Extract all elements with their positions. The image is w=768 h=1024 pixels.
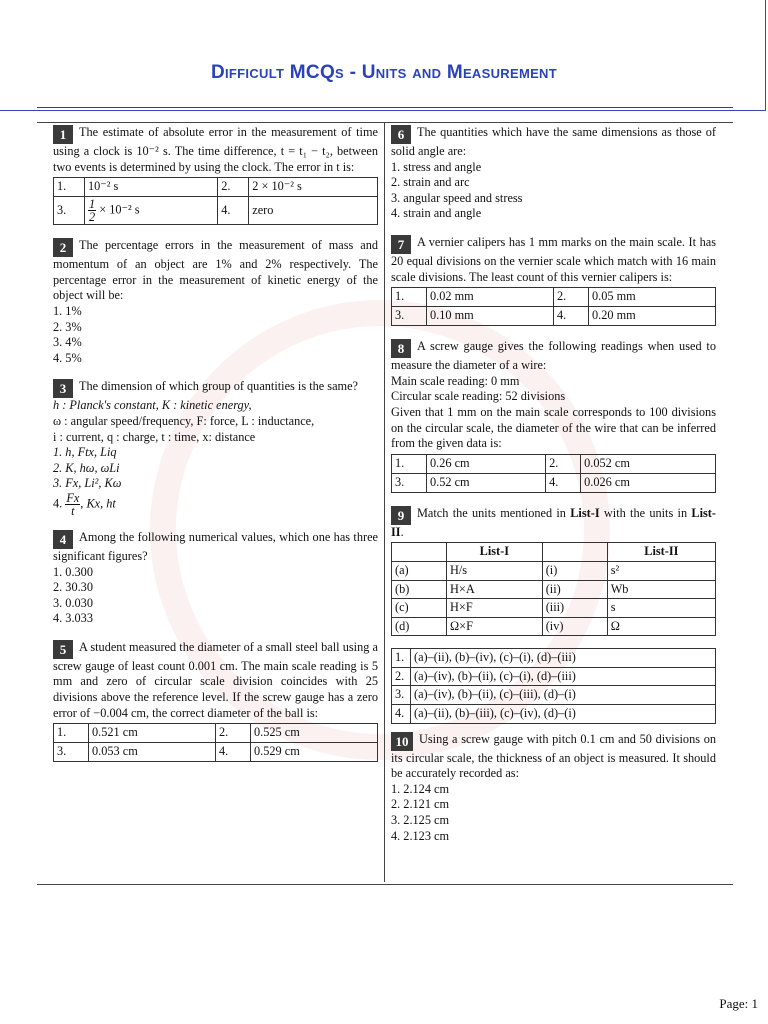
question-8 — [391, 339, 716, 493]
given-line-3: Given that 1 mm on the main scale corresponds to 100 divisions on the circular scale, the diameter of the wire that can be inferred from the given data is: — [391, 404, 716, 451]
option-4[interactable]: 4. 5% — [53, 350, 82, 365]
table-row: (d) Ω×F (iv) Ω — [392, 617, 716, 636]
question-2 — [53, 238, 378, 366]
question-text: The percentage errors in the measurement of mass and momentum of an object are 1% and 2% respectively. The percentage error in the measurement of kinetic energy of the object will be: — [53, 238, 378, 303]
question-number: 4 — [53, 530, 73, 549]
option-3[interactable]: 3. 0.030 — [53, 595, 93, 610]
question-3 — [53, 379, 378, 517]
question-number: 8 — [391, 339, 411, 358]
option-1[interactable]: (a)–(ii), (b)–(iv), (c)–(i), (d)–(iii) — [411, 649, 716, 668]
table-row: (c) H×F (iii) s — [392, 599, 716, 618]
option-2[interactable]: (a)–(iv), (b)–(ii), (c)–(i), (d)–(iii) — [411, 667, 716, 686]
option-1[interactable]: 1. 0.300 — [53, 564, 93, 579]
option-4[interactable]: (a)–(ii), (b)–(iii), (c)–(iv), (d)–(i) — [411, 705, 716, 724]
question-6 — [391, 125, 716, 222]
question-5 — [53, 640, 378, 762]
right-column — [391, 125, 716, 844]
option-2[interactable]: 2. strain and arc — [391, 175, 470, 190]
question-text: The quantities which have the same dimensions as those of solid angle are: — [391, 125, 716, 158]
option-4[interactable]: 4. strain and angle — [391, 206, 482, 221]
option-1[interactable]: 0.02 mm — [427, 288, 554, 307]
question-text: Among the following numerical values, which one has three significant figures? — [53, 529, 378, 563]
option-2[interactable]: 2. K, hω, ωLi — [53, 460, 120, 475]
question-number: 10 — [391, 732, 413, 751]
question-number: 2 — [53, 238, 73, 257]
table-row: (b) H×A (ii) Wb — [392, 580, 716, 599]
option-3[interactable]: $\frac{1}{2}$ × 10⁻² s — [85, 197, 218, 225]
page-number: Page: 1 — [719, 996, 758, 1011]
fraction: $\frac{1}{2}$ — [89, 197, 96, 225]
option-2[interactable]: 0.05 mm — [589, 288, 716, 307]
option-1[interactable]: 1. 2.124 cm — [391, 781, 450, 796]
question-text: A student measured the diameter of a small steel ball using a screw gauge of least count 0.001 cm. The main scale reading is 5 mm and zero of circular scale division coincides with 25 divisions above the reference level. If the screw gauge has a zero error of −0.004 cm, the correct diameter of the ball is: — [53, 639, 378, 720]
given-line-1: Main scale reading: 0 mm — [391, 373, 520, 388]
option-3[interactable]: 3. Fx, Li², Kω — [53, 476, 122, 491]
option-3[interactable]: 0.10 mm — [427, 307, 554, 326]
option-1[interactable]: 1. 1% — [53, 303, 82, 318]
option-2[interactable]: 0.525 cm — [251, 724, 378, 743]
question-9: 9 Match the units mentioned in List-I with the units in List-II. List-I List-II (a) H/s (i) s² (b) H×A (ii) Wb (c) H×F (iii) s (d) Ω×F (iv) Ω 1. (a)–(ii), (b)–(iv), (c)–(i), (d)–(iii) 2. (a)–(iv), (b)–(ii), (c)–(i), (d)–(iii) 3. (a)–(iv), (b)–(ii), (c)–(iii), (d)–(i) 4. (a)–(ii), (b)–(iii), (c)–(iv), (d)–(i) — [391, 506, 716, 724]
top-rule — [37, 122, 733, 123]
option-1[interactable]: 1. stress and angle — [391, 159, 482, 174]
option-1[interactable]: 0.26 cm — [427, 454, 546, 473]
list-1-header: List-I — [447, 543, 543, 562]
option-4[interactable]: zero — [249, 197, 378, 225]
question-text: The estimate of absolute error in the measurement of time using a clock is 10⁻² s. The time difference, t = t₁ − t₂, between two events is determined by using the clock. The error in t is: — [53, 125, 378, 174]
option-3[interactable]: (a)–(iv), (b)–(ii), (c)–(iii), (d)–(i) — [411, 686, 716, 705]
symbol-legend-3: i : current, q : charge, t : time, x: distance — [53, 429, 256, 444]
question-number: 9 — [391, 506, 411, 525]
option-4[interactable]: 4. 3.033 — [53, 611, 93, 626]
list-2-header: List-II — [607, 543, 715, 562]
question-text: Using a screw gauge with pitch 0.1 cm and 50 divisions on its circular scale, the thickness of an object is measured. It should be accurately recorded as: — [391, 731, 716, 781]
match-table — [391, 542, 716, 636]
option-3[interactable]: 3. 2.125 cm — [391, 813, 450, 828]
options-table: 1. 0.02 mm 2. 0.05 mm 3. 0.10 mm 4. 0.20 mm — [391, 287, 716, 326]
question-text: The dimension of which group of quantities is the same? — [79, 379, 359, 394]
question-4 — [53, 530, 378, 627]
option-1[interactable]: 1. h, Ftx, Liq — [53, 445, 117, 460]
symbol-legend-2: ω : angular speed/frequency, F: force, L : inductance, — [53, 413, 315, 428]
table-row: (a) H/s (i) s² — [392, 561, 716, 580]
option-3[interactable]: 0.053 cm — [89, 743, 216, 762]
option-4[interactable]: 0.026 cm — [581, 473, 716, 492]
question-number: 6 — [391, 125, 411, 144]
column-divider — [384, 122, 385, 882]
option-1[interactable]: 10⁻² s — [85, 178, 218, 197]
question-1 — [53, 125, 378, 225]
options-table: 1. 10⁻² s 2. 2 × 10⁻² s 3. $\frac{1}{2}$ × 10⁻² s 4. zero — [53, 177, 378, 225]
option-4[interactable]: 4. $\frac{Fx}{t}$ , Kx, ht — [53, 490, 116, 518]
bottom-rule — [37, 884, 733, 885]
options-table: 1. 0.26 cm 2. 0.052 cm 3. 0.52 cm 4. 0.026 cm — [391, 454, 716, 493]
question-text: A vernier calipers has 1 mm marks on the main scale. It has 20 equal divisions on the vernier scale which match with 16 main scale divisions. The least count of this vernier calipers is: — [391, 234, 716, 284]
left-column — [53, 125, 378, 762]
given-line-2: Circular scale reading: 52 divisions — [391, 389, 566, 404]
answer-options-table: 1. (a)–(ii), (b)–(iv), (c)–(i), (d)–(iii) 2. (a)–(iv), (b)–(ii), (c)–(i), (d)–(iii) 3. (a)–(iv), (b)–(ii), (c)–(iii), (d)–(i) 4. (a)–(ii), (b)–(iii), (c)–(iv), (d)–(i) — [391, 648, 716, 723]
question-7 — [391, 235, 716, 326]
option-2[interactable]: 2 × 10⁻² s — [249, 178, 378, 197]
option-4[interactable]: 0.529 cm — [251, 743, 378, 762]
question-10 — [391, 732, 716, 845]
page-header — [0, 0, 766, 111]
option-4[interactable]: 0.20 mm — [589, 307, 716, 326]
option-3[interactable]: 3. 4% — [53, 335, 82, 350]
option-2[interactable]: 2. 3% — [53, 319, 82, 334]
header-rule — [37, 107, 733, 108]
option-2[interactable]: 2. 2.121 cm — [391, 797, 450, 812]
option-2[interactable]: 0.052 cm — [581, 454, 716, 473]
question-number: 5 — [53, 640, 73, 659]
page-title: Difficult MCQs - Units and Measurement — [211, 62, 557, 83]
question-text: A screw gauge gives the following readings when used to measure the diameter of a wire: — [391, 339, 716, 373]
option-2[interactable]: 2. 30.30 — [53, 580, 93, 595]
question-number: 3 — [53, 379, 73, 398]
option-3[interactable]: 3. angular speed and stress — [391, 190, 523, 205]
option-4[interactable]: 4. 2.123 cm — [391, 828, 450, 843]
options-table: 1. 0.521 cm 2. 0.525 cm 3. 0.053 cm 4. 0.529 cm — [53, 723, 378, 762]
symbol-legend-1: h : Planck's constant, K : kinetic energy, — [53, 398, 252, 413]
question-number: 1 — [53, 125, 73, 144]
fraction: $\frac{Fx}{t}$ — [66, 490, 80, 518]
option-3[interactable]: 0.52 cm — [427, 473, 546, 492]
question-number: 7 — [391, 235, 411, 254]
option-1[interactable]: 0.521 cm — [89, 724, 216, 743]
